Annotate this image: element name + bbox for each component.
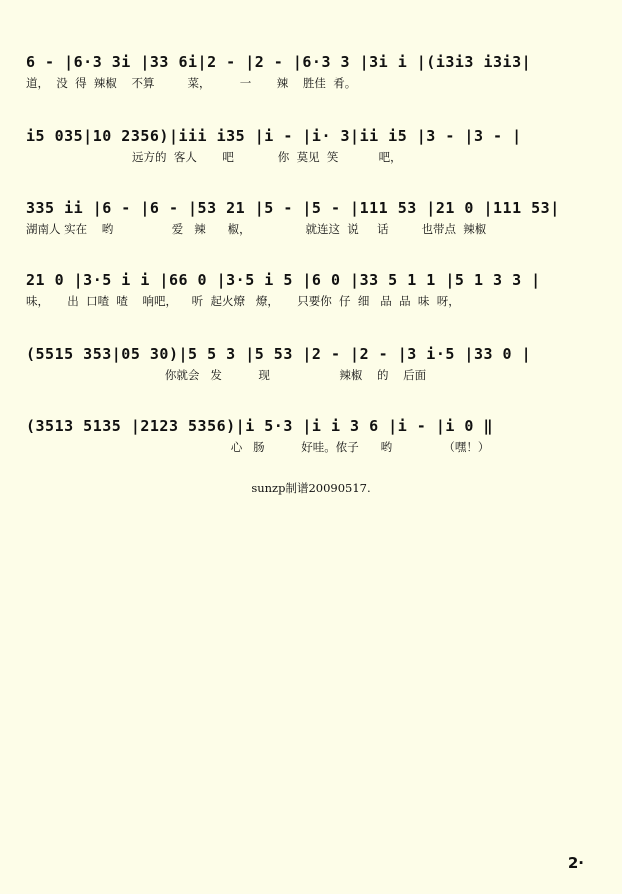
staff-line-5 <box>26 344 598 384</box>
lyrics-row: 湖南人 实在 哟 爱 辣 椒， 就连这 说 话 也带点 辣椒 <box>26 222 487 236</box>
lyrics-row: 你就会 发 现 辣椒 的 后面 <box>26 368 427 382</box>
staff-line-2 <box>26 126 598 166</box>
notation-row: 335 ii |6 - |6 - |53 21 |5 - |5 - |111 53 |21 0 |111 53| <box>26 199 560 217</box>
lyrics-row: 味， 出 口喳 喳 响吧， 听 起火燎 燎， 只要你 仔 细 品 品 味 呀， <box>26 294 460 308</box>
staff-line-3 <box>26 198 598 238</box>
notation-row: (3513 5135 |2123 5356)|i 5·3 |i i 3 6 |i - |i 0 ‖ <box>26 417 494 435</box>
notation-row: (5515 353|05 30)|5 5 3 |5 53 |2 - |2 - |3 i·5 |33 0 | <box>26 345 532 363</box>
lyrics-row: 远方的 客人 吧 你 莫见 笑 吧， <box>26 150 402 164</box>
notation-row: i5 035|10 2356)|iii i35 |i - |i· 3|ii i5 |3 - |3 - | <box>26 127 522 145</box>
notation-row: 6 - |6·3 3i |33 6i|2 - |2 - |6·3 3 |3i i |(i3i3 i3i3| <box>26 53 532 71</box>
staff-line-1 <box>26 52 598 92</box>
page-number: 2· <box>567 854 584 872</box>
lyrics-row: 道， 没 得 辣椒 不算 菜， 一 辣 胜佳 肴。 <box>26 76 357 90</box>
lyrics-row: 心 肠 好哇。侬子 哟 （嘿！） <box>26 440 490 454</box>
score-credit: sunzp制谱20090517. <box>251 481 371 495</box>
staff-line-4 <box>26 270 598 310</box>
staff-line-6 <box>26 416 598 456</box>
notation-row: 21 0 |3·5 i i |66 0 |3·5 i 5 |6 0 |33 5 1 1 |5 1 3 3 | <box>26 271 541 289</box>
